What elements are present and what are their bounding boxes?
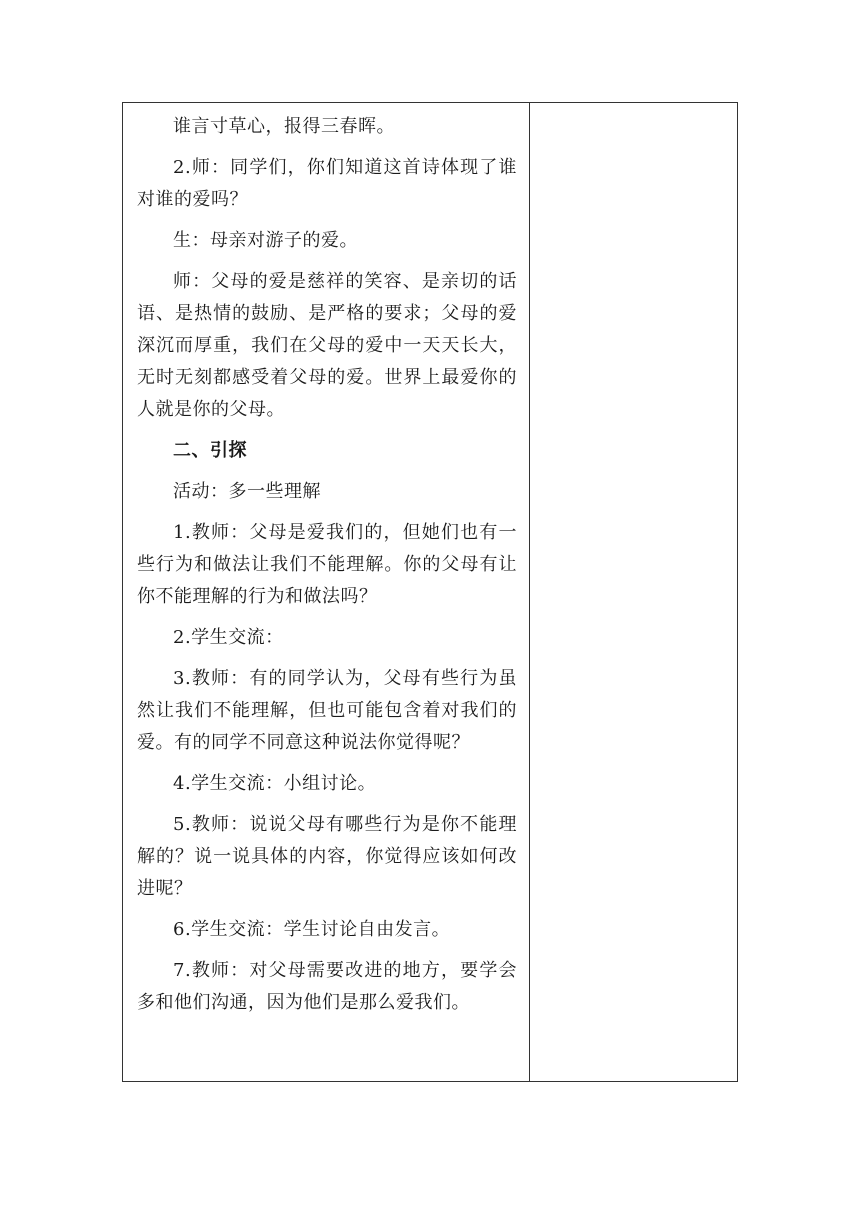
notes-cell	[530, 103, 737, 1081]
step-7: 7.教师：对父母需要改进的地方，要学会多和他们沟通，因为他们是那么爱我们。	[137, 960, 517, 1013]
step-2: 2.学生交流：	[173, 627, 284, 648]
step-6: 6.学生交流：学生讨论自由发言。	[173, 919, 451, 940]
lesson-table	[122, 102, 738, 1082]
step-5: 5.教师：说说父母有哪些行为是你不能理解的？说一说具体的内容，你觉得应该如何改进呢？	[137, 814, 517, 899]
teacher-question-poem: 2.师：同学们，你们知道这首诗体现了谁对谁的爱吗？	[137, 157, 517, 210]
step-3: 3.教师：有的同学认为，父母有些行为虽然让我们不能理解，但也可能包含着对我们的爱。有的同学不同意这种说法你觉得呢？	[137, 668, 517, 753]
teacher-summary: 师：父母的爱是慈祥的笑容、是亲切的话语、是热情的鼓励、是严格的要求；父母的爱深沉而厚重，我们在父母的爱中一天天长大，无时无刻都感受着父母的爱。世界上最爱你的人就是你的父母。	[137, 271, 517, 420]
section-heading: 二、引探	[173, 440, 247, 461]
activity-title: 活动：多一些理解	[173, 481, 321, 502]
poem-line: 谁言寸草心，报得三春晖。	[173, 116, 395, 137]
student-answer: 生：母亲对游子的爱。	[173, 230, 358, 251]
step-4: 4.学生交流：小组讨论。	[173, 773, 377, 794]
step-1: 1.教师：父母是爱我们的，但她们也有一些行为和做法让我们不能理解。你的父母有让你不能理解的行为和做法吗？	[137, 522, 517, 607]
lesson-content-cell	[123, 103, 530, 1081]
